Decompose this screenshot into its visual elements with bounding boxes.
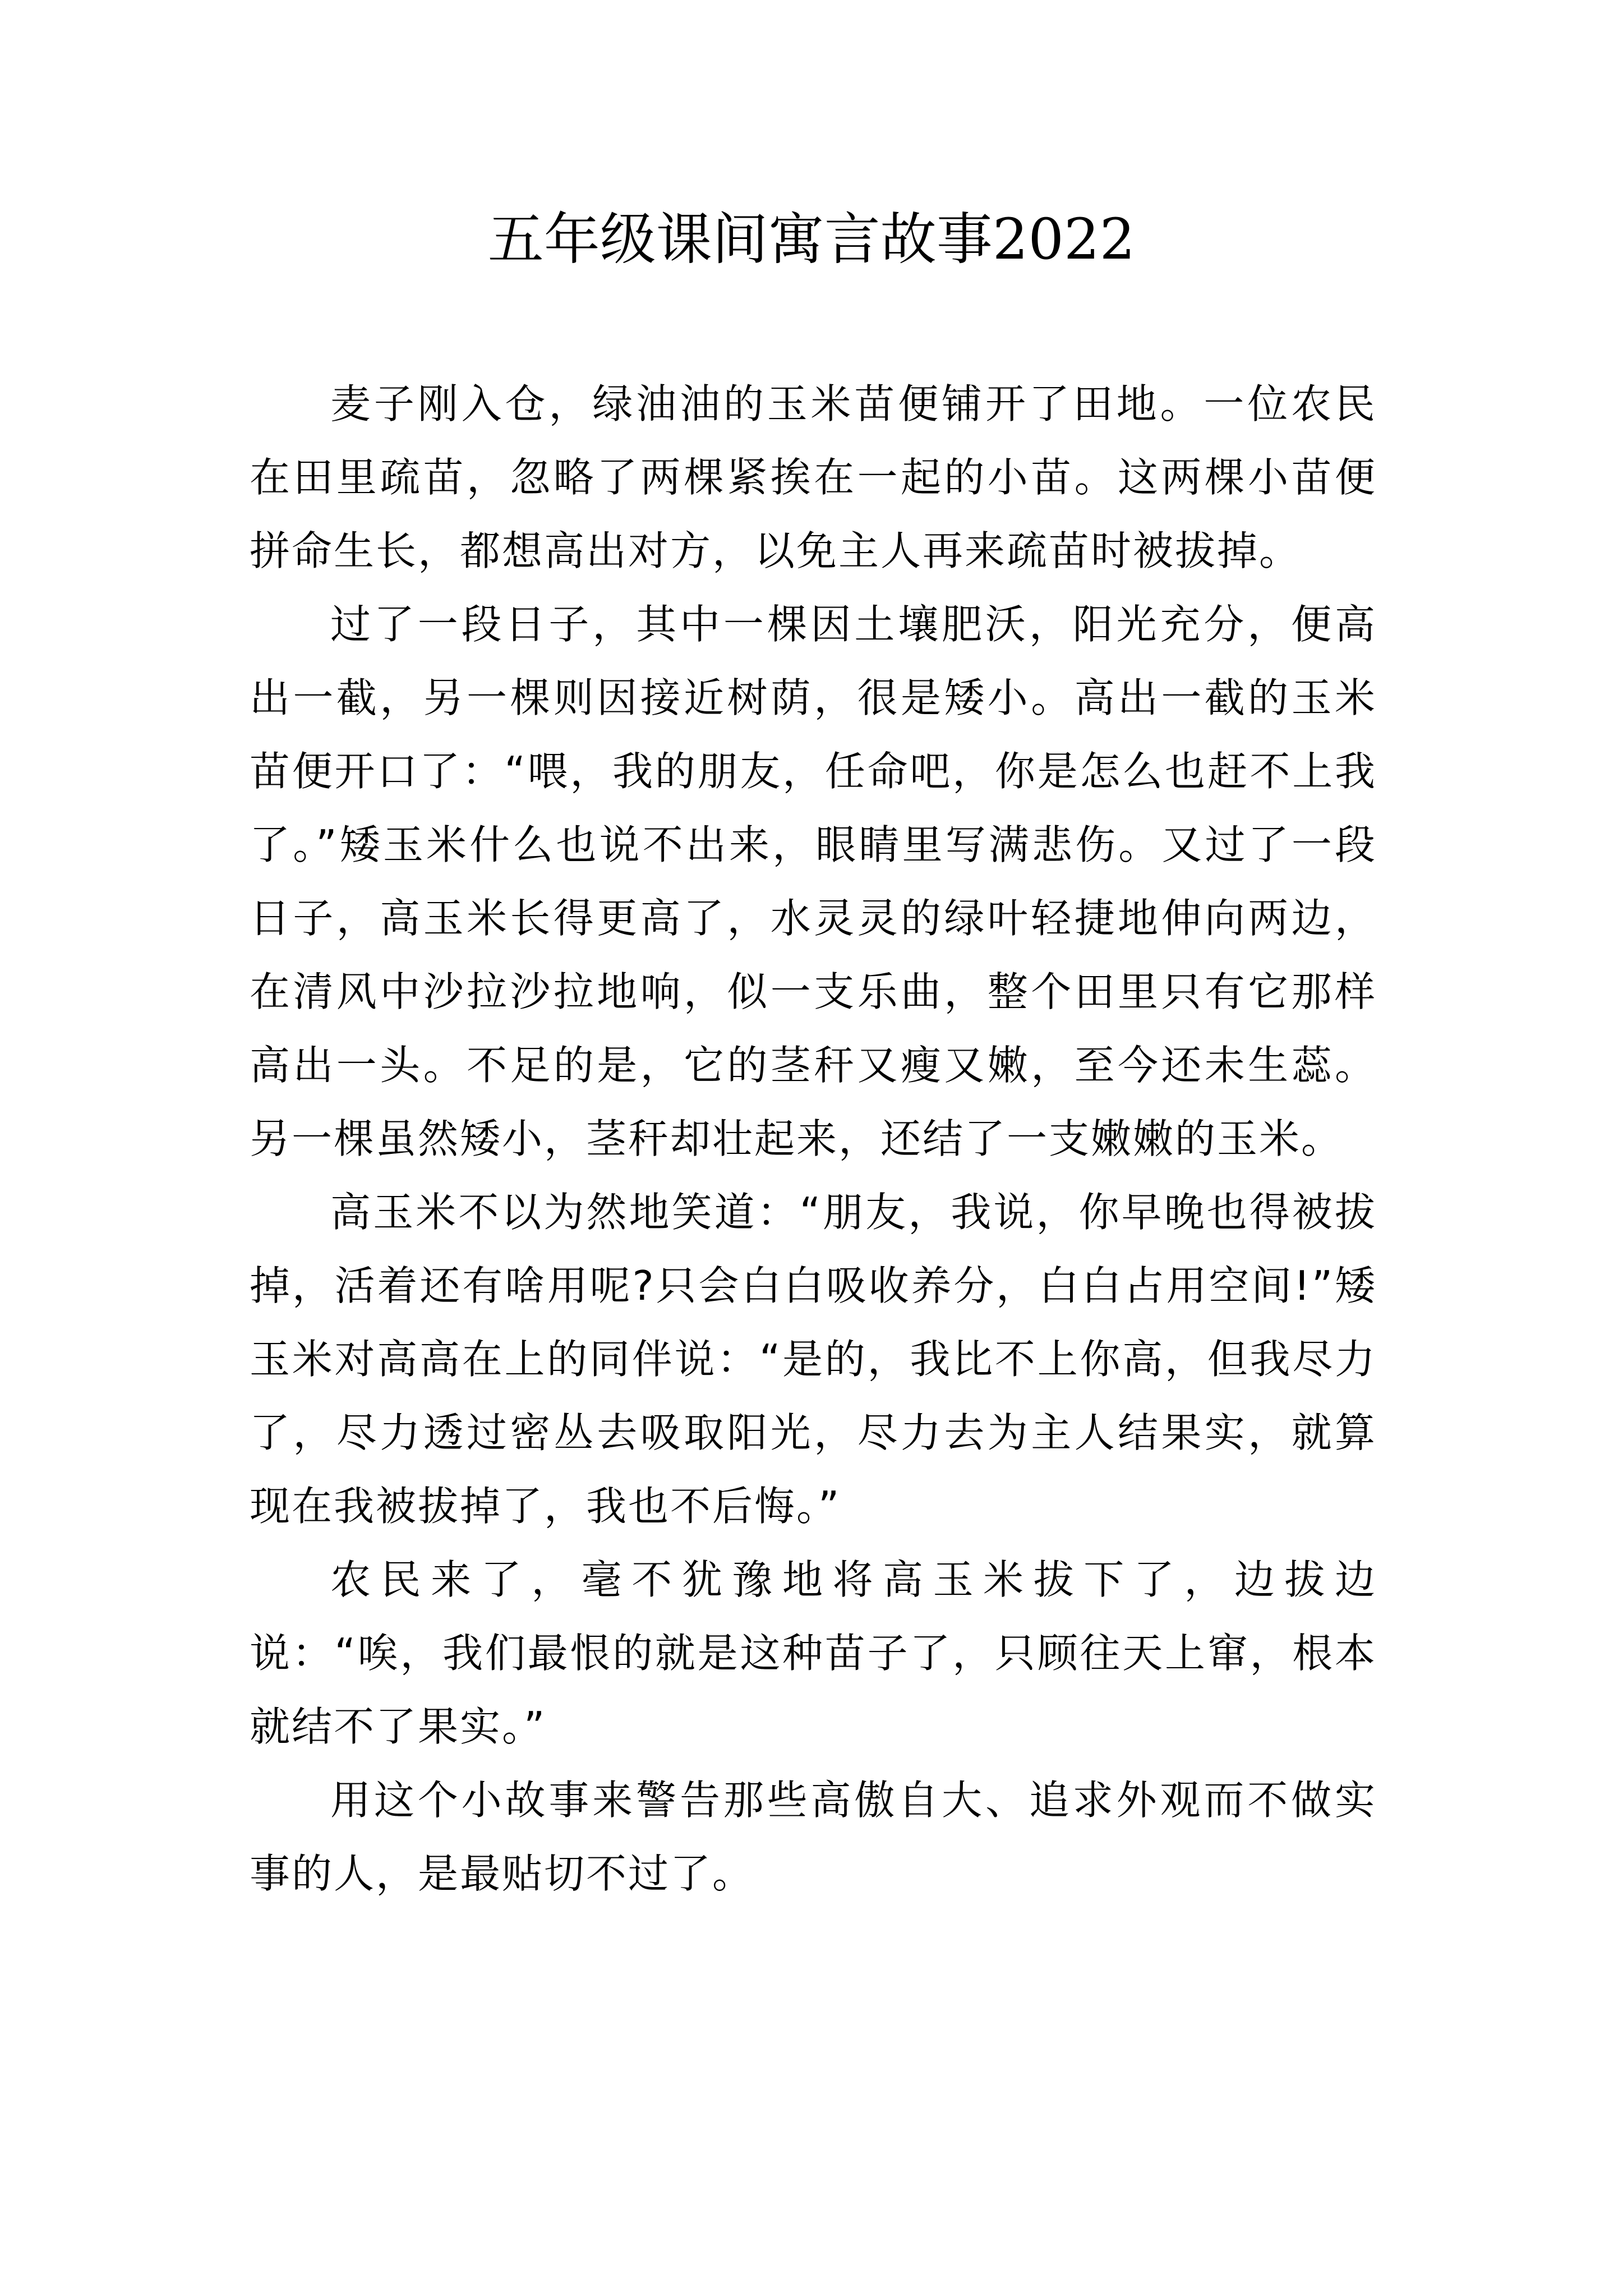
document-body [250,367,1377,1911]
document-title: 五年级课间寓言故事2022 [487,206,1136,272]
paragraph-5: 用这个小故事来警告那些高傲自大、追求外观而不做实事的人，是最贴切不过了。 [250,1777,1377,1897]
paragraph-1: 麦子刚入仓，绿油油的玉米苗便铺开了田地。一位农民在田里疏苗，忽略了两棵紧挨在一起的小苗。这两棵小苗便拼命生长，都想高出对方，以免主人再来疏苗时被拔掉。 [250,380,1377,574]
paragraph-4: 农民来了，毫不犹豫地将高玉米拔下了，边拔边说：“唉，我们最恨的就是这种苗子了，只顾往天上窜，根本就结不了果实。” [250,1556,1377,1750]
paragraph-2: 过了一段日子，其中一棵因土壤肥沃，阳光充分，便高出一截，另一棵则因接近树荫，很是矮小。高出一截的玉米苗便开口了：“喂，我的朋友，任命吧，你是怎么也赶不上我了。”矮玉米什么也说不出来，眼睛里写满悲伤。又过了一段日子，高玉米长得更高了，水灵灵的绿叶轻捷地伸向两边，在清风中沙拉沙拉地响，似一支乐曲，整个田里只有它那样高出一头。不足的是，它的茎秆又瘦又嫩，至今还未生蕊。另一棵虽然矮小，茎秆却壮起来，还结了一支嫩嫩的玉米。 [250,601,1377,1162]
paragraph-3: 高玉米不以为然地笑道：“朋友，我说，你早晚也得被拔掉，活着还有啥用呢?只会白白吸收养分，白白占用空间!”矮玉米对高高在上的同伴说：“是的，我比不上你高，但我尽力了，尽力透过密丛去吸取阳光，尽力去为主人结果实，就算现在我被拔掉了，我也不后悔。” [250,1189,1377,1530]
